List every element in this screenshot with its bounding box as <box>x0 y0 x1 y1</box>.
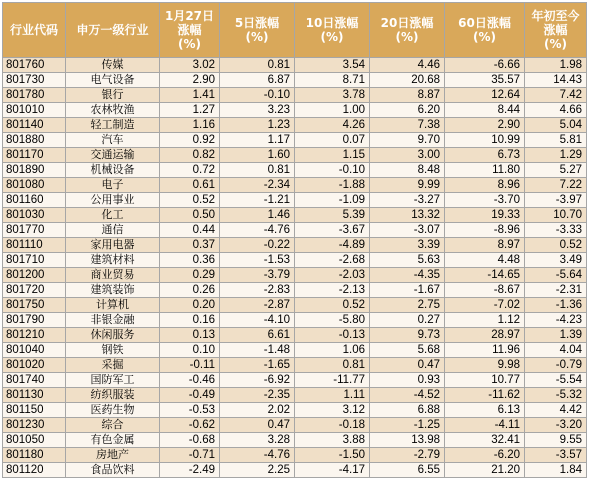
change-ytd-cell: 7.42 <box>525 88 587 103</box>
change-60d-cell: -14.65 <box>445 268 525 283</box>
industry-name-cell: 电气设备 <box>66 73 160 88</box>
change-ytd-cell: 1.98 <box>525 58 587 73</box>
change-5d-cell: 6.87 <box>220 73 295 88</box>
change-jan27-cell: -2.49 <box>160 463 220 478</box>
change-jan27-cell: 0.82 <box>160 148 220 163</box>
change-20d-cell: 3.00 <box>370 148 445 163</box>
header-change-ytd <box>525 3 587 58</box>
header-line: 涨幅 <box>177 23 202 37</box>
change-jan27-cell: 0.29 <box>160 268 220 283</box>
industry-code-cell: 801780 <box>3 88 66 103</box>
change-60d-cell: -4.11 <box>445 418 525 433</box>
industry-code-cell: 801080 <box>3 178 66 193</box>
change-10d-cell: 4.26 <box>295 118 370 133</box>
change-10d-cell: 3.78 <box>295 88 370 103</box>
table-row <box>3 118 587 133</box>
industry-name-cell: 计算机 <box>66 298 160 313</box>
header-line: (%) <box>178 37 201 51</box>
change-10d-cell: -0.13 <box>295 328 370 343</box>
industry-code-cell: 801120 <box>3 463 66 478</box>
change-jan27-cell: 2.90 <box>160 73 220 88</box>
change-10d-cell: -2.68 <box>295 253 370 268</box>
industry-name-cell: 国防军工 <box>66 373 160 388</box>
header-line: 20日涨幅 <box>380 16 434 30</box>
header-line: (%) <box>544 37 567 51</box>
table-row <box>3 313 587 328</box>
table-row <box>3 388 587 403</box>
table-row <box>3 208 587 223</box>
industry-name-cell: 休闲服务 <box>66 328 160 343</box>
change-10d-cell: 3.88 <box>295 433 370 448</box>
industry-code-cell: 801130 <box>3 388 66 403</box>
table-row <box>3 283 587 298</box>
industry-name-cell: 房地产 <box>66 448 160 463</box>
change-10d-cell: -4.89 <box>295 238 370 253</box>
change-60d-cell: 12.64 <box>445 88 525 103</box>
change-jan27-cell: 0.37 <box>160 238 220 253</box>
change-jan27-cell: -0.62 <box>160 418 220 433</box>
industry-name-cell: 商业贸易 <box>66 268 160 283</box>
industry-name-cell: 有色金属 <box>66 433 160 448</box>
change-20d-cell: 5.68 <box>370 343 445 358</box>
change-20d-cell: -1.25 <box>370 418 445 433</box>
industry-name-cell: 纺织服装 <box>66 388 160 403</box>
change-5d-cell: -2.83 <box>220 283 295 298</box>
change-20d-cell: -1.67 <box>370 283 445 298</box>
change-20d-cell: -3.27 <box>370 193 445 208</box>
change-jan27-cell: -0.49 <box>160 388 220 403</box>
change-20d-cell: 7.38 <box>370 118 445 133</box>
change-20d-cell: 6.55 <box>370 463 445 478</box>
header-change-10d <box>295 3 370 58</box>
table-row <box>3 298 587 313</box>
change-ytd-cell: -5.54 <box>525 373 587 388</box>
change-jan27-cell: -0.11 <box>160 358 220 373</box>
change-ytd-cell: 10.70 <box>525 208 587 223</box>
change-5d-cell: -0.22 <box>220 238 295 253</box>
change-5d-cell: -2.87 <box>220 298 295 313</box>
table-row <box>3 403 587 418</box>
change-10d-cell: -1.50 <box>295 448 370 463</box>
change-60d-cell: -6.20 <box>445 448 525 463</box>
change-ytd-cell: 1.39 <box>525 328 587 343</box>
industry-code-cell: 801030 <box>3 208 66 223</box>
table-row <box>3 193 587 208</box>
change-60d-cell: 6.13 <box>445 403 525 418</box>
change-60d-cell: 2.90 <box>445 118 525 133</box>
change-10d-cell: -5.80 <box>295 313 370 328</box>
change-20d-cell: 8.48 <box>370 163 445 178</box>
change-ytd-cell: -3.97 <box>525 193 587 208</box>
table-row <box>3 133 587 148</box>
change-20d-cell: 4.46 <box>370 58 445 73</box>
industry-code-cell: 801750 <box>3 298 66 313</box>
change-ytd-cell: 1.29 <box>525 148 587 163</box>
industry-code-cell: 801020 <box>3 358 66 373</box>
change-jan27-cell: 0.10 <box>160 343 220 358</box>
change-60d-cell: 11.80 <box>445 163 525 178</box>
industry-code-cell: 801040 <box>3 343 66 358</box>
change-jan27-cell: 0.72 <box>160 163 220 178</box>
change-5d-cell: 2.02 <box>220 403 295 418</box>
change-10d-cell: -4.17 <box>295 463 370 478</box>
change-ytd-cell: -0.79 <box>525 358 587 373</box>
change-60d-cell: 32.41 <box>445 433 525 448</box>
change-jan27-cell: 0.16 <box>160 313 220 328</box>
header-line: 申万一级行业 <box>76 23 149 37</box>
table-row <box>3 448 587 463</box>
industry-code-cell: 801200 <box>3 268 66 283</box>
header-change-5d <box>220 3 295 58</box>
industry-name-cell: 轻工制造 <box>66 118 160 133</box>
change-ytd-cell: 7.22 <box>525 178 587 193</box>
header-line: 60日涨幅 <box>458 16 511 30</box>
header-line: (%) <box>320 30 344 44</box>
change-60d-cell: -8.67 <box>445 283 525 298</box>
change-60d-cell: 8.44 <box>445 103 525 118</box>
change-60d-cell: 6.73 <box>445 148 525 163</box>
change-60d-cell: -7.02 <box>445 298 525 313</box>
industry-name-cell: 公用事业 <box>66 193 160 208</box>
table-row <box>3 148 587 163</box>
header-line: 年初至今 <box>531 9 580 23</box>
change-5d-cell: 1.17 <box>220 133 295 148</box>
industry-name-cell: 医药生物 <box>66 403 160 418</box>
header-line: 涨幅 <box>543 23 568 37</box>
change-10d-cell: -2.03 <box>295 268 370 283</box>
change-20d-cell: 6.88 <box>370 403 445 418</box>
change-ytd-cell: -2.31 <box>525 283 587 298</box>
change-20d-cell: 9.99 <box>370 178 445 193</box>
table-row <box>3 268 587 283</box>
change-10d-cell: 1.00 <box>295 103 370 118</box>
industry-code-cell: 801880 <box>3 133 66 148</box>
change-20d-cell: 0.93 <box>370 373 445 388</box>
header-line: 5日涨幅 <box>234 16 280 30</box>
change-60d-cell: 10.99 <box>445 133 525 148</box>
change-10d-cell: 5.39 <box>295 208 370 223</box>
change-5d-cell: 2.25 <box>220 463 295 478</box>
change-jan27-cell: 0.92 <box>160 133 220 148</box>
industry-code-cell: 801770 <box>3 223 66 238</box>
industry-name-cell: 建筑装饰 <box>66 283 160 298</box>
change-5d-cell: -4.10 <box>220 313 295 328</box>
change-10d-cell: -1.88 <box>295 178 370 193</box>
change-10d-cell: 3.54 <box>295 58 370 73</box>
change-20d-cell: -2.79 <box>370 448 445 463</box>
table-row <box>3 58 587 73</box>
table-row <box>3 178 587 193</box>
change-10d-cell: 3.12 <box>295 403 370 418</box>
change-10d-cell: -11.77 <box>295 373 370 388</box>
table-row <box>3 223 587 238</box>
change-jan27-cell: -0.68 <box>160 433 220 448</box>
industry-code-cell: 801890 <box>3 163 66 178</box>
change-10d-cell: 0.52 <box>295 298 370 313</box>
change-ytd-cell: 5.81 <box>525 133 587 148</box>
header-line: (%) <box>473 30 496 44</box>
change-ytd-cell: -1.36 <box>525 298 587 313</box>
table-row <box>3 328 587 343</box>
change-20d-cell: 3.39 <box>370 238 445 253</box>
industry-performance-table-container <box>2 2 587 478</box>
industry-name-cell: 建筑材料 <box>66 253 160 268</box>
industry-name-cell: 传媒 <box>66 58 160 73</box>
industry-name-cell: 银行 <box>66 88 160 103</box>
table-body <box>3 58 587 478</box>
change-5d-cell: 0.47 <box>220 418 295 433</box>
change-10d-cell: -1.09 <box>295 193 370 208</box>
change-60d-cell: 10.77 <box>445 373 525 388</box>
change-60d-cell: 1.12 <box>445 313 525 328</box>
change-20d-cell: 0.47 <box>370 358 445 373</box>
change-20d-cell: -4.35 <box>370 268 445 283</box>
table-row <box>3 433 587 448</box>
change-5d-cell: 0.81 <box>220 58 295 73</box>
change-60d-cell: -11.62 <box>445 388 525 403</box>
industry-code-cell: 801170 <box>3 148 66 163</box>
change-60d-cell: 28.97 <box>445 328 525 343</box>
industry-name-cell: 通信 <box>66 223 160 238</box>
change-60d-cell: 8.97 <box>445 238 525 253</box>
industry-code-cell: 801760 <box>3 58 66 73</box>
change-ytd-cell: 5.04 <box>525 118 587 133</box>
change-ytd-cell: -5.32 <box>525 388 587 403</box>
change-10d-cell: 0.81 <box>295 358 370 373</box>
table-row <box>3 253 587 268</box>
industry-code-cell: 801050 <box>3 433 66 448</box>
change-10d-cell: 8.71 <box>295 73 370 88</box>
change-jan27-cell: -0.71 <box>160 448 220 463</box>
change-20d-cell: 13.32 <box>370 208 445 223</box>
industry-code-cell: 801140 <box>3 118 66 133</box>
change-jan27-cell: -0.46 <box>160 373 220 388</box>
industry-code-cell: 801710 <box>3 253 66 268</box>
industry-name-cell: 农林牧渔 <box>66 103 160 118</box>
change-jan27-cell: 3.02 <box>160 58 220 73</box>
table-row <box>3 238 587 253</box>
industry-code-cell: 801110 <box>3 238 66 253</box>
change-20d-cell: 20.68 <box>370 73 445 88</box>
header-line: (%) <box>245 30 269 44</box>
change-5d-cell: -6.92 <box>220 373 295 388</box>
industry-name-cell: 综合 <box>66 418 160 433</box>
change-5d-cell: -4.76 <box>220 448 295 463</box>
table-row <box>3 463 587 478</box>
change-20d-cell: 9.70 <box>370 133 445 148</box>
change-jan27-cell: 0.13 <box>160 328 220 343</box>
change-ytd-cell: 5.27 <box>525 163 587 178</box>
change-ytd-cell: 4.04 <box>525 343 587 358</box>
change-60d-cell: 8.96 <box>445 178 525 193</box>
change-5d-cell: -1.65 <box>220 358 295 373</box>
change-10d-cell: 0.07 <box>295 133 370 148</box>
change-5d-cell: -4.76 <box>220 223 295 238</box>
change-20d-cell: -3.07 <box>370 223 445 238</box>
industry-name-cell: 机械设备 <box>66 163 160 178</box>
table-row <box>3 358 587 373</box>
change-jan27-cell: 0.52 <box>160 193 220 208</box>
change-20d-cell: 8.87 <box>370 88 445 103</box>
change-10d-cell: -0.10 <box>295 163 370 178</box>
header-industry-name <box>66 3 160 58</box>
industry-name-cell: 采掘 <box>66 358 160 373</box>
table-row <box>3 103 587 118</box>
industry-code-cell: 801730 <box>3 73 66 88</box>
change-ytd-cell: 4.66 <box>525 103 587 118</box>
change-60d-cell: -8.96 <box>445 223 525 238</box>
industry-performance-table <box>2 2 587 478</box>
industry-code-cell: 801740 <box>3 373 66 388</box>
industry-name-cell: 食品饮料 <box>66 463 160 478</box>
change-10d-cell: 1.11 <box>295 388 370 403</box>
header-change-20d <box>370 3 445 58</box>
change-ytd-cell: 9.55 <box>525 433 587 448</box>
change-20d-cell: 13.98 <box>370 433 445 448</box>
change-jan27-cell: 0.61 <box>160 178 220 193</box>
change-20d-cell: 6.20 <box>370 103 445 118</box>
industry-code-cell: 801210 <box>3 328 66 343</box>
change-5d-cell: 0.81 <box>220 163 295 178</box>
change-jan27-cell: 0.26 <box>160 283 220 298</box>
change-jan27-cell: 1.41 <box>160 88 220 103</box>
change-20d-cell: 9.73 <box>370 328 445 343</box>
change-60d-cell: 35.57 <box>445 73 525 88</box>
table-row <box>3 73 587 88</box>
change-ytd-cell: 14.43 <box>525 73 587 88</box>
change-jan27-cell: 1.27 <box>160 103 220 118</box>
change-jan27-cell: 0.50 <box>160 208 220 223</box>
table-row <box>3 88 587 103</box>
change-5d-cell: -0.10 <box>220 88 295 103</box>
change-5d-cell: -1.48 <box>220 343 295 358</box>
table-header-row <box>3 3 587 58</box>
change-5d-cell: -2.34 <box>220 178 295 193</box>
industry-name-cell: 非银金融 <box>66 313 160 328</box>
change-5d-cell: 1.46 <box>220 208 295 223</box>
header-industry-code <box>3 3 66 58</box>
change-5d-cell: -2.35 <box>220 388 295 403</box>
change-ytd-cell: -5.64 <box>525 268 587 283</box>
change-20d-cell: -4.52 <box>370 388 445 403</box>
change-ytd-cell: 4.42 <box>525 403 587 418</box>
industry-name-cell: 交通运输 <box>66 148 160 163</box>
change-5d-cell: 6.61 <box>220 328 295 343</box>
change-jan27-cell: 0.44 <box>160 223 220 238</box>
change-10d-cell: -0.18 <box>295 418 370 433</box>
industry-code-cell: 801150 <box>3 403 66 418</box>
industry-code-cell: 801160 <box>3 193 66 208</box>
change-ytd-cell: 1.84 <box>525 463 587 478</box>
table-row <box>3 373 587 388</box>
header-line: (%) <box>395 30 419 44</box>
change-ytd-cell: -3.57 <box>525 448 587 463</box>
change-jan27-cell: 0.20 <box>160 298 220 313</box>
change-ytd-cell: 0.52 <box>525 238 587 253</box>
change-60d-cell: 9.98 <box>445 358 525 373</box>
header-change-60d <box>445 3 525 58</box>
industry-code-cell: 801010 <box>3 103 66 118</box>
change-60d-cell: -6.66 <box>445 58 525 73</box>
change-5d-cell: 1.60 <box>220 148 295 163</box>
change-60d-cell: -3.70 <box>445 193 525 208</box>
change-jan27-cell: 0.36 <box>160 253 220 268</box>
industry-code-cell: 801790 <box>3 313 66 328</box>
change-ytd-cell: 3.49 <box>525 253 587 268</box>
change-60d-cell: 21.20 <box>445 463 525 478</box>
change-20d-cell: 0.27 <box>370 313 445 328</box>
header-line: 行业代码 <box>9 23 58 37</box>
change-5d-cell: -1.53 <box>220 253 295 268</box>
header-change-jan27 <box>160 3 220 58</box>
change-5d-cell: -1.21 <box>220 193 295 208</box>
industry-code-cell: 801180 <box>3 448 66 463</box>
table-row <box>3 163 587 178</box>
industry-name-cell: 电子 <box>66 178 160 193</box>
change-ytd-cell: -3.33 <box>525 223 587 238</box>
change-10d-cell: 1.06 <box>295 343 370 358</box>
change-jan27-cell: 1.16 <box>160 118 220 133</box>
change-10d-cell: 1.15 <box>295 148 370 163</box>
change-5d-cell: 3.28 <box>220 433 295 448</box>
change-5d-cell: 1.23 <box>220 118 295 133</box>
industry-name-cell: 钢铁 <box>66 343 160 358</box>
change-60d-cell: 19.33 <box>445 208 525 223</box>
change-5d-cell: -3.79 <box>220 268 295 283</box>
change-ytd-cell: -4.23 <box>525 313 587 328</box>
change-10d-cell: -3.67 <box>295 223 370 238</box>
industry-code-cell: 801720 <box>3 283 66 298</box>
industry-name-cell: 家用电器 <box>66 238 160 253</box>
table-row <box>3 343 587 358</box>
industry-name-cell: 汽车 <box>66 133 160 148</box>
change-10d-cell: -2.13 <box>295 283 370 298</box>
industry-code-cell: 801230 <box>3 418 66 433</box>
industry-name-cell: 化工 <box>66 208 160 223</box>
change-20d-cell: 5.63 <box>370 253 445 268</box>
table-row <box>3 418 587 433</box>
change-5d-cell: 3.23 <box>220 103 295 118</box>
change-60d-cell: 4.48 <box>445 253 525 268</box>
change-ytd-cell: -3.20 <box>525 418 587 433</box>
change-20d-cell: 2.75 <box>370 298 445 313</box>
header-line: 1月27日 <box>164 9 215 23</box>
change-jan27-cell: -0.53 <box>160 403 220 418</box>
header-line: 10日涨幅 <box>305 16 359 30</box>
change-60d-cell: 11.96 <box>445 343 525 358</box>
